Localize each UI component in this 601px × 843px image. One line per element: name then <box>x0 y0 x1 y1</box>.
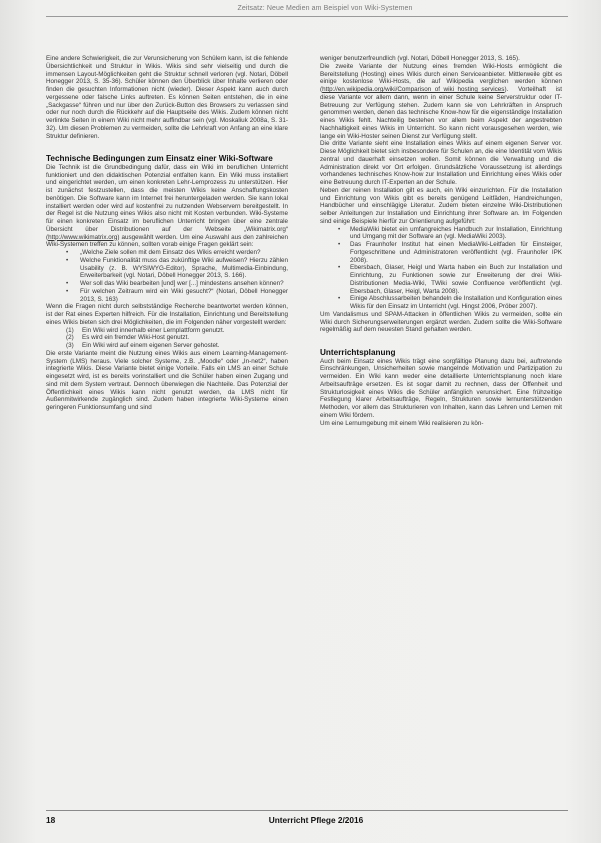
header-rule <box>46 16 568 17</box>
paragraph-guides: Neben der reinen Installation gilt es auch, ein Wiki einzurichten. Für die Installation und Einrichtung von Wikis gibt es bereits genügend Leitfäden, Handreichungen, Handbücher und einschlägige Literatur. Zudem bieten einzelne Wiki-Distributionen selber Anleitungen zur Installation und Einrichtung ihrer Software an. Im Folgenden sind einige Beispiele hierfür zur Orientierung aufgeführt: <box>320 186 562 225</box>
list-item: • MediaWiki bietet ein umfangreiches Handbuch zur Installation, Einrichtung und Umgang mit der Software an (vgl. MediaWiki 2003). <box>338 225 562 241</box>
paragraph-variant-three: Die dritte Variante sieht eine Installation eines Wikis auf einem eigenen Server vor. Diese Möglichkeit bietet sich insbesondere für Schulen an, die eine Identität vom Wikis zentral und dauerhaft einsetzen wollen. Somit können die Verwaltung und die Administration direkt vor Ort erfolgen. Grundsätzliche Voraussetzung ist allerdings vorhandenes technisches Know-how zur Installation und Einrichtung eines Wikis oder eine Betreuung durch IT-Experten an der Schule. <box>320 140 562 186</box>
paragraph-continuation: weniger benutzerfreundlich (vgl. Notari, Döbell Honegger 2013, S. 165). <box>320 55 520 62</box>
list-item: • Das Fraunhofer Institut hat einen MediaWiki-Leitfaden für Einsteiger, Fortgeschrittene und Administratoren veröffentlicht (vgl. Fraunhofer IPK 2008). <box>338 241 562 264</box>
list-item: • Welche Funktionalität muss das zukünftige Wiki aufweisen? Hierzu zählen Usability (z. B. WYSIWYG-Editor), Sprache, Multimedia-Einbindung, Erweiterbarkeit (vgl. Notari, Döbell Honegger 2013, S. 166). <box>66 256 288 280</box>
heading-technical-conditions: Technische Bedingungen zum Einsatz einer Wiki-Software <box>46 154 273 164</box>
paragraph-planning: Auch beim Einsatz eines Wikis trägt eine sorgfältige Planung dazu bei, auftretende Einschränkungen, Unsicherheiten sowie mangelnde Motivation und Partizipation zu vermeiden. Ein Wiki kann weder eine detaillierte Unterrichtsplanung noch klare Arbeitsaufträge ersetzen. Es ist sogar damit zu rechnen, dass der Offenheit und Strukturlosigkeit eines Wikis die Schüler anfänglich verunsichert. Eine frühzeitige Festlegung klarer Arbeitsaufträge, Regeln, Strukturen sowie lernunterstützenden Methoden, vor allem das Strukturieren von Inhalten, kann das Lehren und Lernen mit einem Wiki fördern. <box>320 357 562 419</box>
journal-title: Unterricht Pflege 2/2016 <box>268 815 364 825</box>
list-item: • Für welchen Zeitraum wird ein Wiki gesucht?“ (Notari, Döbell Honegger 2013, S. 163) <box>66 287 288 303</box>
paragraph-variant-two: Die zweite Variante der Nutzung eines fremden Wiki-Hosts ermöglicht die Bereitstellung (Hosting) eines Wikis durch einen Serviceanbieter. Mittlerweile gibt es einige kostenlose Wiki-Hosts, die auf Wikipedia verglichen werden können (http://en.wikipedia.org/wiki/Comparison_of_wiki_hosting_services). Vorteilhaft ist diese Variante vor allem dann, wenn in einer Schule keine Serverstruktur oder IT-Betreuung zur Verfügung stehen. Zudem kann sie von Lehrkräften in Anspruch genommen werden, denen das technische Know-how für die eigenständige Installation eines Wikis fehlt. Nachteilig bestehen vor allem beim Aspekt der angestrebten Nachhaltigkeit eines Wikis im Unterricht. So kann nicht vorausgesehen werden, wie lange ein Wiki-Hoster seinen Dienst zur Verfügung stellt. <box>320 62 562 140</box>
left-column <box>46 55 288 412</box>
list-item: (1) Ein Wiki wird innerhalb einer Lernplattform genutzt. <box>66 326 225 334</box>
list-item: (2) Es wird ein fremder Wiki-Host genutzt. <box>66 334 190 342</box>
question-list <box>46 249 288 303</box>
list-item: • Wer soll das Wiki bearbeiten [und] wer [...] mindestens ansehen können? <box>66 280 284 288</box>
wikimatrix-link[interactable]: http://www.wikimatrix.org <box>48 233 118 241</box>
guide-list <box>320 226 562 311</box>
paragraph-installation: Wenn die Fragen nicht durch selbstständige Recherche beantwortet werden können, ist der Rat eines Experten hilfreich. Für die Installation, Einrichtung und Bereitstellung eines Wikis bieten sich drei Möglichkeiten, die im Folgenden näher vorgestellt werden: <box>46 303 288 326</box>
paragraph-structure: Eine andere Schwierigkeit, die zur Verunsicherung von Schülern kann, ist die fehlende Übersichtlichkeit und Struktur in Wikis. Wikis sind sehr vielseitig und durch die immensen Layout-Möglichkeiten geht die Struktur schnell verloren (vgl. Notari, Döbell Honegger 2013, S. 35-36). Schüler können den Überblick über Inhalte verlieren oder finden die gesuchten Informationen nicht (wieder). Dieser Aspekt kann auch durch vergessene oder falsche Links auftreten. Es können Seiten entstehen, die in eine „Sackgasse“ führen und nur über den Zurück-Button des Browsers zu verlassen sind oder nur noch durch die Rückkehr auf die Hauptseite des Wikis. Zudem können nicht verlinkte Seiten in einem Wiki nicht mehr auffindbar sein (vgl. Moskaliuk 2008a, S. 31-32). Um diesen Problemen zu vermeiden, sollte die Lehrkraft von Anfang an eine klare Struktur definieren. <box>46 55 288 140</box>
paragraph-variant-one: Die erste Variante meint die Nutzung eines Wikis aus einem Learning-Management-System (LMS) heraus. Viele solcher Systeme, z.B. „Moodle“ oder „In-net2“, haben integrierte Wikis. Diese Variante bietet einige Vorteile. Falls ein LMS an einer Schule eingesetzt wird, ist es bereits vorinstalliert und die Schüler haben einen Zugang und sind mit dem System vertraut. Dennoch überwiegen die Nachteile. Das Potenzial der Öffentlichkeit eines Wikis kann nicht genutzt werden, da LMS nicht für Außenmitwirkende zugänglich sind. Zudem haben integrierte Wiki-Systeme einen geringeren Funktionsumfang und sind <box>46 349 288 412</box>
list-item: • Einige Abschlussarbeiten behandeln die Installation und Konfiguration eines Wikis für den Einsatz im Unterricht (vgl. Hingst 2006, Pröber 2007). <box>338 295 562 310</box>
paragraph-technology: Die Technik ist die Grundbedingung dafür, dass ein Wiki im beruflichen Unterricht funktioniert und den didaktischen Potenzial entfalten kann. Ein Wiki muss installiert und eingerichtet werden, um einen konkreten Lehr-Lernprozess zu unterstützen. Hier ist zunächst festzustellen, dass die meisten Wikis keine Anschaffungskosten benötigen. Die Software kann im Internet frei heruntergeladen werden. Sie kann lokal installiert werden oder wird auf kostenfrei zu nutzenden Webservern bereitgestellt. In der Regel ist die Nutzung eines Wikis also nicht mit Kosten verbunden. Wiki-Systeme für einen konkreten Einsatz im beruflichen Unterricht bringen über eine zentrale Übersicht über Distributionen auf der Webseite „Wikimatrix.org“ (http://www.wikimatrix.org) ausgewählt werden. Um eine Auswahl aus den zahlreichen Wiki-Systemen treffen zu können, sollten vorab einige Fragen geklärt sein: <box>46 163 288 249</box>
list-item: • Ebersbach, Glaser, Heigl und Warta haben ein Buch zur Installation und Einrichtung, zu Funktionen sowie zur Erweiterung der drei Wiki-Distributionen Media-Wiki, TWiki sowie Confluence veröffentlicht (vgl. Ebersbach, Glaser, Heigl, Warta 2008). <box>338 264 562 295</box>
footer-rule <box>46 810 568 811</box>
options-list <box>46 327 288 350</box>
paragraph-last: Um eine Lernumgebung mit einem Wiki realisieren zu kön- <box>320 419 484 427</box>
running-head: Zeitsatz: Neue Medien am Beispiel von Wiki-Systemen <box>237 5 413 12</box>
wikipedia-comparison-link[interactable]: http://en.wikipedia.org/wiki/Comparison_of_wiki_hosting_services <box>322 86 505 93</box>
page-number: 18 <box>46 815 56 825</box>
list-item: (3) Ein Wiki wird auf einem eigenen Server gehostet. <box>66 342 220 350</box>
list-item: • „Welche Ziele sollen mit dem Einsatz des Wikis erreicht werden? <box>66 249 261 257</box>
heading-lesson-planning: Unterrichtsplanung <box>320 348 396 357</box>
paragraph-security: Um Vandalismus und SPAM-Attacken in öffentlichen Wikis zu vermeiden, sollte ein Wiki durch Sicherungserweiterungen ergänzt werden. Zudem sollte die Wiki-Software regelmäßig auf dem neuesten Stand gehalten werden. <box>320 310 562 334</box>
right-column <box>320 55 562 427</box>
